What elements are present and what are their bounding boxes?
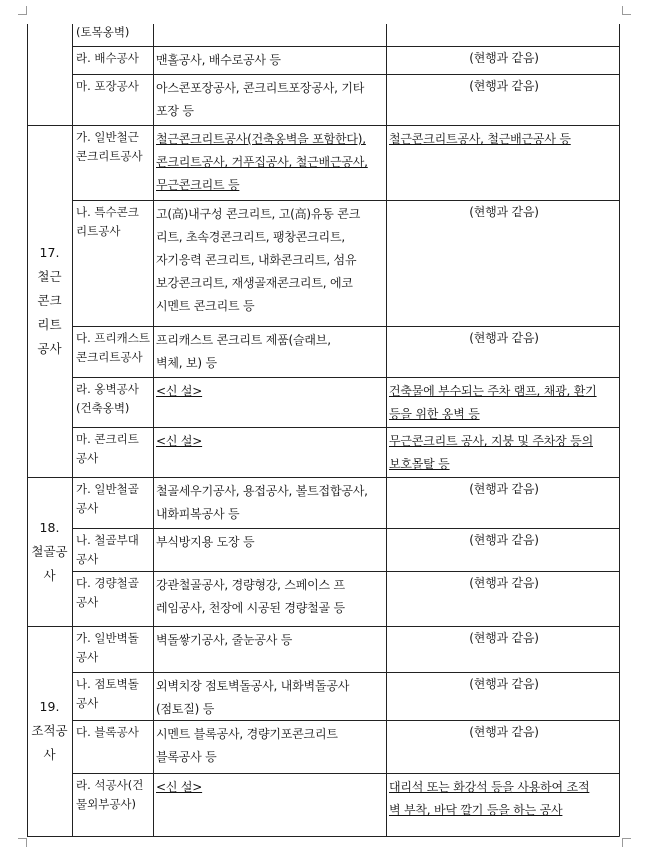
content-line: 외벽치장 점토벽돌공사, 내화벽돌공사: [156, 679, 350, 693]
same-as-current-label: (현행과 같음): [469, 205, 539, 219]
subcategory-cell: 나. 철골부대 공사: [76, 533, 139, 566]
subcategory-cell: 마. 콘크리트 공사: [76, 432, 139, 465]
content-line: 등을 위한 옹벽 등: [389, 407, 480, 421]
content-line: 프리캐스트 콘크리트 제품(슬래브,: [156, 333, 331, 347]
content-line: 보강콘크리트, 재생골재콘크리트, 에코: [156, 276, 353, 290]
same-as-current-label: (현행과 같음): [469, 533, 539, 547]
content-line: 내화피복공사 등: [156, 507, 240, 521]
content-line: <신 설>: [156, 434, 203, 448]
content-line: 대리석 또는 화강석 등을 사용하여 조적: [389, 780, 590, 794]
content-line: 블록공사 등: [156, 750, 217, 764]
same-as-current-label: (현행과 같음): [469, 51, 539, 65]
same-as-current-label: (현행과 같음): [469, 576, 539, 590]
content-line: <신 설>: [156, 780, 203, 794]
content-line: 건축물에 부수되는 주차 램프, 채광, 환기: [389, 384, 597, 398]
content-line: 무근콘크리트 등: [156, 178, 240, 192]
content-line: 리트, 초속경콘크리트, 팽창콘크리트,: [156, 230, 345, 244]
same-as-current-label: (현행과 같음): [469, 631, 539, 645]
subcategory-cell: 나. 점토벽돌 공사: [76, 677, 139, 710]
content-line: 철근콘크리트공사(건축옹벽을 포함한다),: [156, 132, 366, 146]
content-line: 벽 부착, 바닥 깔기 등을 하는 공사: [389, 803, 563, 817]
subcategory-cell: 라. 옹벽공사 (건축옹벽): [76, 382, 139, 415]
content-line: 맨홀공사, 배수로공사 등: [156, 53, 281, 67]
same-as-current-label: (현행과 같음): [469, 725, 539, 739]
subcategory-cell: (토목옹벽): [76, 25, 130, 39]
same-as-current-label: (현행과 같음): [469, 677, 539, 691]
same-as-current-label: (현행과 같음): [469, 79, 539, 93]
subcategory-cell: 마. 포장공사: [76, 79, 139, 93]
content-line: (점토질) 등: [156, 702, 215, 716]
content-line: 시멘트 블록공사, 경량기포콘크리트: [156, 727, 338, 741]
subcategory-cell: 나. 특수콘크 리트공사: [76, 205, 139, 238]
content-line: 무근콘크리트 공사, 지붕 및 주차장 등의: [389, 434, 593, 448]
content-line: 고(高)내구성 콘크리트, 고(高)유동 콘크: [156, 207, 361, 221]
content-line: 아스콘포장공사, 콘크리트포장공사, 기타: [156, 81, 365, 95]
content-line: 철골세우기공사, 용접공사, 볼트접합공사,: [156, 484, 368, 498]
content-line: 레임공사, 천장에 시공된 경량철골 등: [156, 601, 345, 615]
subcategory-cell: 라. 배수공사: [76, 51, 139, 65]
subcategory-cell: 다. 프리캐스트 콘크리트공사: [76, 331, 150, 364]
content-line: 강관철골공사, 경량형강, 스페이스 프: [156, 578, 345, 592]
category-label: 17. 철근 콘크 리트 공사: [37, 245, 62, 356]
category-label: 18. 철골공 사: [31, 519, 68, 583]
subcategory-cell: 라. 석공사(건 물외부공사): [76, 778, 144, 811]
subcategory-cell: 다. 경량철골 공사: [76, 576, 139, 609]
subcategory-cell: 가. 일반철골 공사: [76, 482, 139, 515]
same-as-current-label: (현행과 같음): [469, 482, 539, 496]
content-line: 철근콘크리트공사, 철근배근공사 등: [389, 132, 571, 146]
subcategory-cell: 가. 일반철근 콘크리트공사: [76, 130, 143, 163]
content-line: 보호몰탈 등: [389, 457, 450, 471]
content-line: 콘크리트공사, 거푸집공사, 철근배근공사,: [156, 155, 368, 169]
content-line: 부식방지용 도장 등: [156, 535, 255, 549]
subcategory-cell: 다. 블록공사: [76, 725, 139, 739]
content-line: 자기응력 콘크리트, 내화콘크리트, 섬유: [156, 253, 357, 267]
category-label: 19. 조적공 사: [31, 699, 68, 762]
content-line: 시멘트 콘크리트 등: [156, 299, 255, 313]
content-line: 벽체, 보) 등: [156, 356, 217, 370]
content-line: <신 설>: [156, 384, 203, 398]
same-as-current-label: (현행과 같음): [469, 331, 539, 345]
content-line: 포장 등: [156, 104, 194, 118]
subcategory-cell: 가. 일반벽돌 공사: [76, 631, 139, 664]
content-line: 벽돌쌓기공사, 줄눈공사 등: [156, 633, 293, 647]
